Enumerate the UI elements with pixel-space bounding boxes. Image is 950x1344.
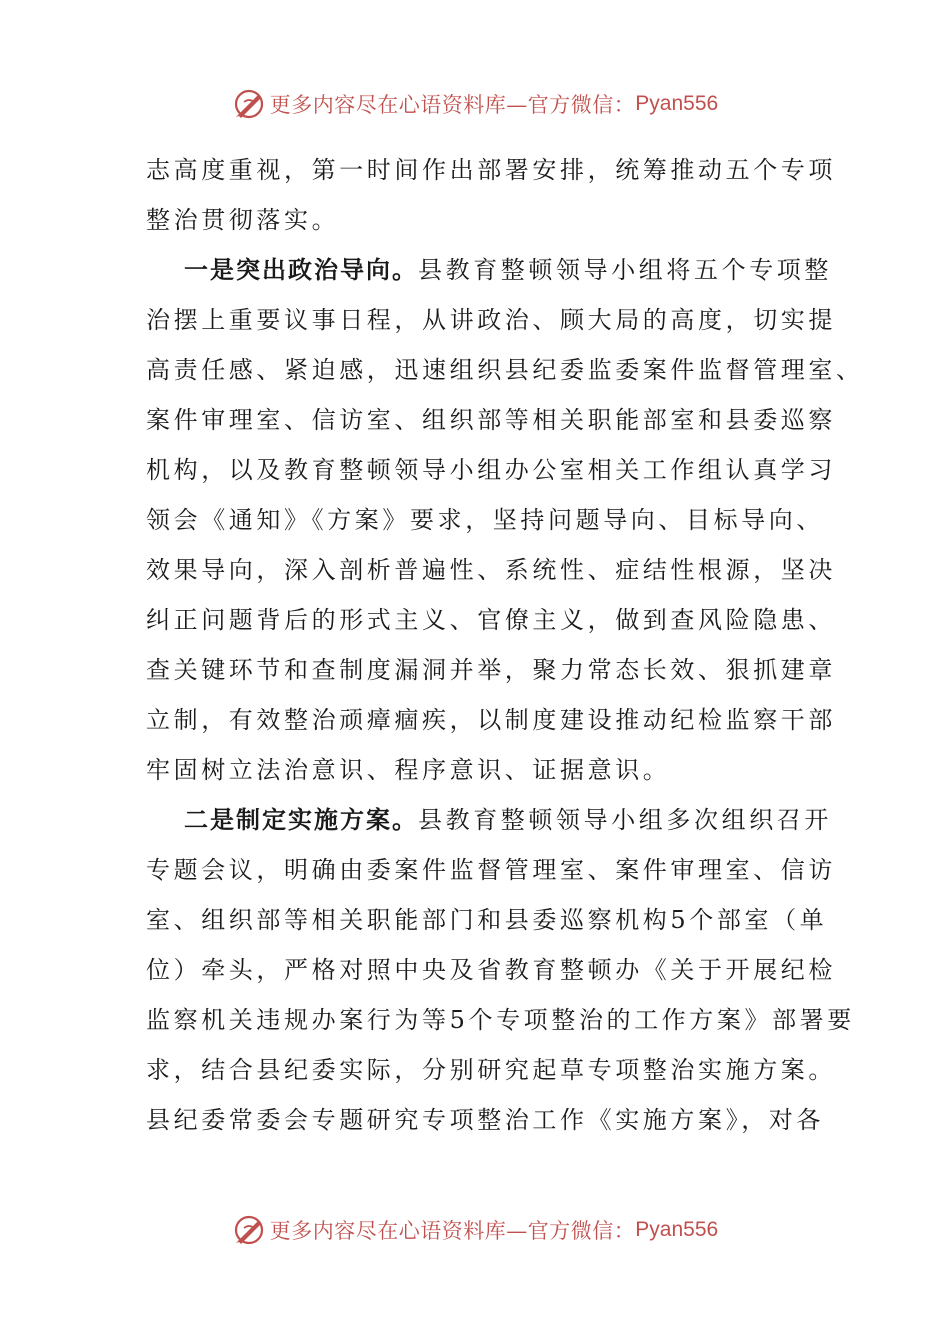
paragraph-1-first-line <box>146 245 832 295</box>
paragraph-2-lead: 二是制定实施方案。 <box>184 805 418 834</box>
paragraph-1-lead: 一是突出政治导向。 <box>184 255 418 284</box>
text-line: 专题会议，明确由委案件监督管理室、案件审理室、信访 <box>146 856 836 884</box>
text-line: 纠正问题背后的形式主义、官僚主义，做到查风险隐患、 <box>146 606 836 634</box>
text-line: 查关键环节和查制度漏洞并举，聚力常态长效、狠抓建章 <box>146 656 836 684</box>
text-line: 治摆上重要议事日程，从讲政治、顾大局的高度，切实提 <box>146 306 836 334</box>
text-line: 案件审理室、信访室、组织部等相关职能部室和县委巡察 <box>146 406 836 434</box>
text-line: 高责任感、紧迫感，迅速组织县纪委监委案件监督管理室、 <box>146 356 864 384</box>
text-line: 领会《通知》《方案》要求，坚持问题导向、目标导向、 <box>146 506 824 534</box>
footer-watermark-banner <box>0 1210 950 1250</box>
text-line: 牢固树立法治意识、程序意识、证据意识。 <box>146 756 671 784</box>
banner-text: 更多内容尽在心语资料库—官方微信： <box>269 93 636 117</box>
text-line: 监察机关违规办案行为等5个专项整治的工作方案》部署要 <box>146 1006 855 1034</box>
banner-wechat-id: Pyan556 <box>635 1218 719 1241</box>
document-body <box>146 145 864 1145</box>
header-watermark-banner <box>0 84 950 124</box>
paragraph-2-first-text: 县教育整顿领导小组多次组织召开 <box>418 806 832 834</box>
text-line: 志高度重视，第一时间作出部署安排，统筹推动五个专项 <box>146 156 836 184</box>
text-line: 室、组织部等相关职能部门和县委巡察机构5个部室（单 <box>146 906 828 934</box>
text-line: 县纪委常委会专题研究专项整治工作《实施方案》，对各 <box>146 1106 824 1134</box>
banner-text: 更多内容尽在心语资料库—官方微信： <box>269 1219 636 1243</box>
text-line: 立制，有效整治顽瘴痼疾，以制度建设推动纪检监察干部 <box>146 706 836 734</box>
text-line: 机构，以及教育整顿领导小组办公室相关工作组认真学习 <box>146 456 836 484</box>
text-line: 位）牵头，严格对照中央及省教育整顿办《关于开展纪检 <box>146 956 836 984</box>
pen-logo-icon <box>232 1213 266 1247</box>
paragraph-2-first-line <box>146 795 832 845</box>
pen-logo-icon <box>232 87 266 121</box>
paragraph-1-first-text: 县教育整顿领导小组将五个专项整 <box>418 256 832 284</box>
text-line: 求，结合县纪委实际，分别研究起草专项整治实施方案。 <box>146 1056 836 1084</box>
banner-wechat-id: Pyan556 <box>635 92 719 115</box>
text-line: 整治贯彻落实。 <box>146 206 340 234</box>
text-line: 效果导向，深入剖析普遍性、系统性、症结性根源，坚决 <box>146 556 836 584</box>
